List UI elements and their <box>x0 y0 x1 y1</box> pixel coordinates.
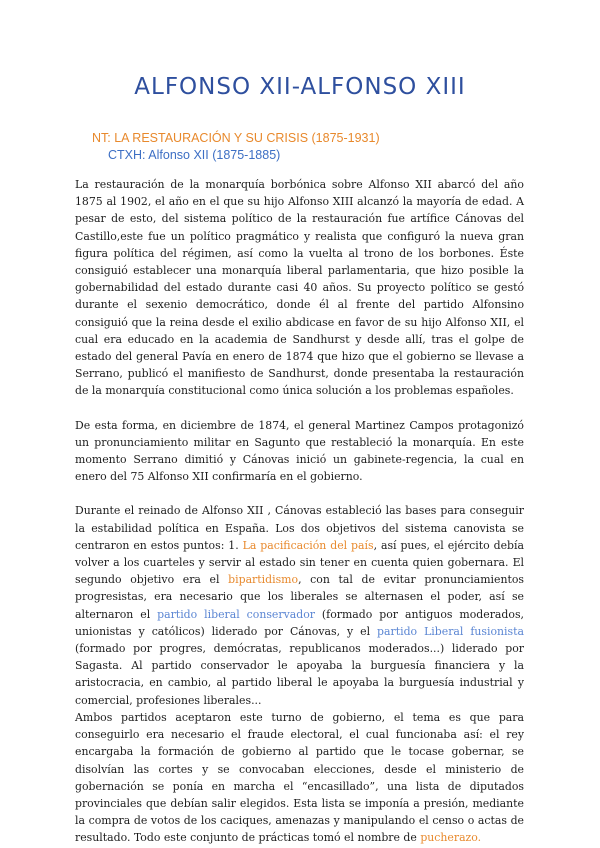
paragraph-3-text: Durante el reinado de Alfonso XII , Cánovas estableció las bases para conseguir la estabilidad política en España. Los dos objetivos del sistema canovista se centraron en estos puntos: 1. <box>75 504 524 552</box>
paragraph-3-text: , así pues, el ejército debía volver a los cuarteles y servir al estado sin tener en cuenta quien gobernara. El segundo objetivo era el <box>75 538 524 587</box>
paragraph-3-text: , con tal de evitar pronunciamientos progresistas, era necesario que los liberales se alternasen el poder, así se alternaron el <box>75 573 524 621</box>
paragraph-2-text: De esta forma, en diciembre de 1874, el general Martinez Campos protagonizó un pronunciamiento militar en Sagunto que restableció la monarquía. En este momento Serrano dimitió y Cánovas inició un gabinete-regencia, la cual en enero del 75 Alfonso XII confirmaría en el gobierno. <box>75 418 524 484</box>
paragraph-3-text: (formado por antiguos moderados, unionistas y católicos) liderado por Cánovas, y el <box>75 607 524 638</box>
paragraph-4 <box>75 709 524 847</box>
highlight-pucherazo: pucherazo. <box>420 831 482 845</box>
document-title: ALFONSO XII-ALFONSO XIII <box>134 74 466 100</box>
ctxh-heading: CTXH: Alfonso XII (1875-1885) <box>108 148 281 162</box>
highlight-bipartidismo: bipartidismo <box>228 573 299 587</box>
paragraph-3 <box>75 502 524 708</box>
highlight-pacificacion: La pacificación del país <box>242 538 374 552</box>
highlight-partido-liberal-conservador: partido liberal conservador <box>157 607 315 621</box>
paragraph-1-text: La restauración de la monarquía borbónica sobre Alfonso XII abarcó del año 1875 al 1902, el año en el que su hijo Alfonso XIII alcanzó la mayoría de edad. A pesar de esto, del sistema político de la restauración fue artífice Cánovas del Castillo,este fue un político pragmático y realista que configuró la nueva gran figura política del régimen, así como la vuelta al trono de los borbones. Éste consiguió establecer una monarquía liberal parlamentaria, que hizo posible la gobernabilidad del estado durante casi 40 años. Su proyecto político se gestó durante el sexenio democrático, donde él al frente del partido Alfonsino consiguió que la reina desde el exilio abdicase en favor de su hijo Alfonso XII, el cual era educado en la academia de Sandhurst y desde allí, tras el golpe de estado del general Pavía en enero de 1874 que hizo que el gobierno se llevase a Serrano, publicó el manifiesto de Sandhurst, donde presentaba la restauración de la monarquía constitucional como única solución a los problemas españoles. <box>75 178 524 398</box>
nt-heading: NT: LA RESTAURACIÓN Y SU CRISIS (1875-1931) <box>92 131 380 145</box>
document-body <box>75 176 524 847</box>
paragraph-4-text: Ambos partidos aceptaron este turno de gobierno, el tema es que para conseguirlo era necesario el fraude electoral, el cual funcionaba así: el rey encargaba la formación de gobierno al partido que le tocase gobernar, se disolvían las cortes y se convocaban elecciones, desde el ministerio de gobernación se ponía en marcha el “encasillado”, una lista de diputados provinciales que debían salir elegidos. Esta lista se imponía a presión, mediante la compra de votos de los caciques, amenazas y manipulando el censo o actas de resultado. Todo este conjunto de prácticas tomó el nombre de <box>75 710 524 845</box>
highlight-partido-liberal-fusionista: partido Liberal fusionista <box>377 624 524 638</box>
paragraph-2 <box>75 417 524 486</box>
paragraph-3-text: (formado por progres, demócratas, republicanos moderados...) liderado por Sagasta. Al partido conservador le apoyaba la burguesía financiera y la aristocracia, en cambio, al partido liberal le apoyaba la burguesía industrial y comercial, profesiones liberales... <box>75 642 524 707</box>
paragraph-1 <box>75 176 524 400</box>
